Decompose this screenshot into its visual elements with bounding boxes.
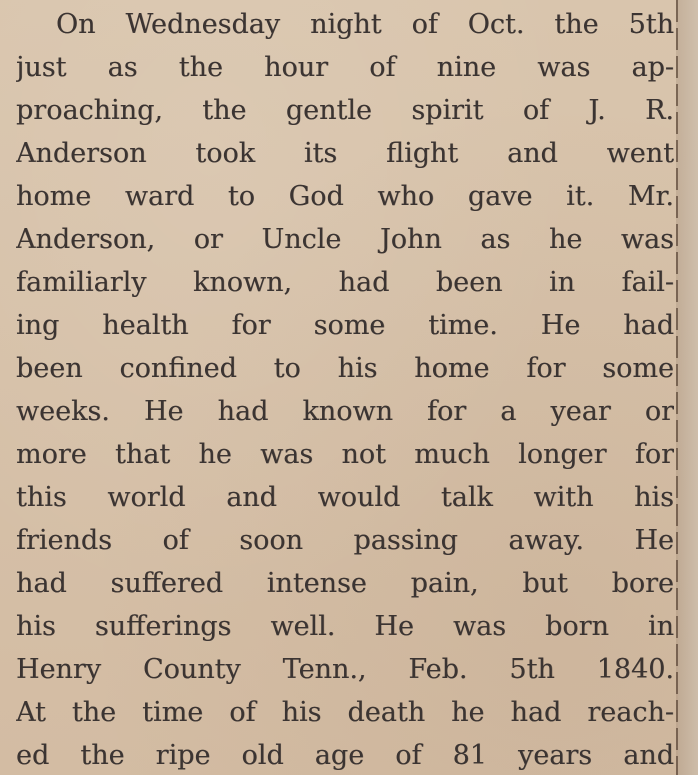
text-line: ed the ripe old age of 81 years and — [16, 740, 674, 771]
text-line: this world and would talk with his — [16, 482, 674, 513]
text-line: Anderson, or Uncle John as he was — [16, 224, 674, 255]
text-line: had suffered intense pain, but bore — [16, 568, 674, 599]
text-line: Henry County Tenn., Feb. 5th 1840. — [16, 654, 674, 685]
obituary-text-block — [16, 3, 674, 775]
text-line: At the time of his death he had reach- — [16, 697, 674, 728]
text-line: friends of soon passing away. He — [16, 525, 674, 556]
text-line: more that he was not much longer for — [16, 439, 674, 470]
text-line: proaching, the gentle spirit of J. R. — [16, 95, 674, 126]
text-line: familiarly known, had been in fail- — [16, 267, 674, 298]
text-line: his sufferings well. He was born in — [16, 611, 674, 642]
adjacent-column-edge — [678, 0, 698, 775]
text-line: ing health for some time. He had — [16, 310, 674, 341]
text-line: home ward to God who gave it. Mr. — [16, 181, 674, 212]
text-line: On Wednesday night of Oct. the 5th — [56, 9, 674, 40]
text-line: been confined to his home for some — [16, 353, 674, 384]
text-line: weeks. He had known for a year or — [16, 396, 674, 427]
text-line: just as the hour of nine was ap- — [16, 52, 674, 83]
text-line: Anderson took its flight and went — [16, 138, 674, 169]
